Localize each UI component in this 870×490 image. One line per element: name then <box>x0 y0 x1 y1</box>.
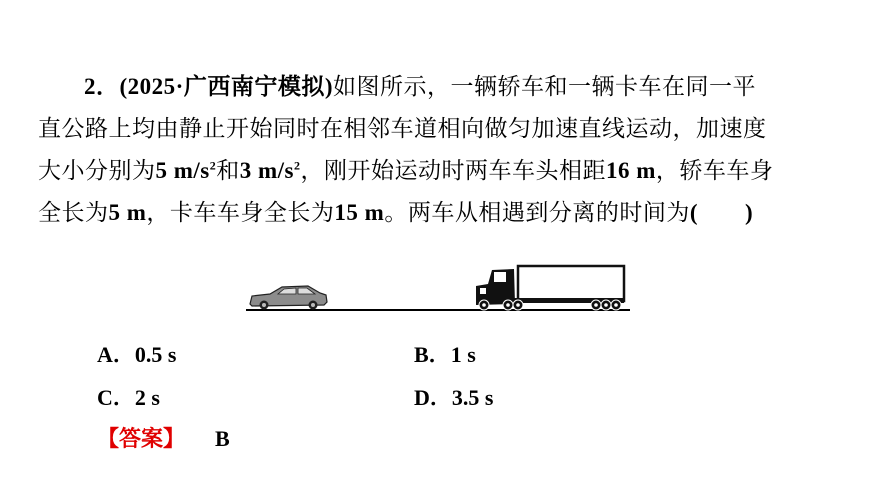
answer-blank: ( ) <box>689 200 754 225</box>
question-line-1 <box>38 66 838 108</box>
car-length: 5 m <box>108 200 147 225</box>
question-text-part: ，刚开始运动时两车车头相距 <box>300 158 606 184</box>
question-line-3 <box>38 150 838 192</box>
option-a[interactable] <box>97 338 176 369</box>
car-acceleration: 5 m/s <box>155 158 210 183</box>
question-number: 2． <box>84 74 120 99</box>
initial-distance: 16 m <box>606 158 656 183</box>
question-text-part: 。两车从相遇到分离的时间为 <box>384 200 690 226</box>
truck-acceleration: 3 m/s <box>239 158 294 183</box>
answer-label: 【答案】 <box>97 427 186 452</box>
question-text-part: 和 <box>216 158 240 184</box>
question-source: (2025·广西南宁模拟) <box>119 74 333 99</box>
answer-value: B <box>215 426 230 451</box>
question-line-4 <box>38 192 838 234</box>
option-letter: B． <box>414 342 451 367</box>
question-text-part: ，轿车车身 <box>655 158 774 184</box>
option-value: 1 s <box>450 342 476 367</box>
option-d[interactable] <box>414 381 493 412</box>
option-b[interactable] <box>414 338 476 369</box>
option-c[interactable] <box>97 381 160 412</box>
answer-section <box>97 422 230 453</box>
option-letter: C． <box>97 385 135 410</box>
option-letter: A． <box>97 342 135 367</box>
sedan-car-icon <box>250 286 327 310</box>
option-letter: D． <box>414 385 452 410</box>
option-value: 0.5 s <box>134 342 177 367</box>
question-text-part: 大小分别为 <box>38 158 156 184</box>
truck-length: 15 m <box>334 200 385 225</box>
question-text-part: 全长为 <box>38 200 109 226</box>
truck-icon <box>476 266 624 310</box>
exponent: 2 <box>294 158 301 173</box>
question-line-2: 直公路上均由静止开始同时在相邻车道相向做匀加速直线运动，加速度 <box>38 116 767 142</box>
question-text-part: 如图所示，一辆轿车和一辆卡车在同一平 <box>333 74 756 100</box>
question-text-part: ，卡车车身全长为 <box>146 200 335 226</box>
option-value: 3.5 s <box>451 385 494 410</box>
road-figure <box>240 258 640 318</box>
option-value: 2 s <box>134 385 160 410</box>
question-text <box>38 66 838 234</box>
exponent: 2 <box>209 158 217 173</box>
